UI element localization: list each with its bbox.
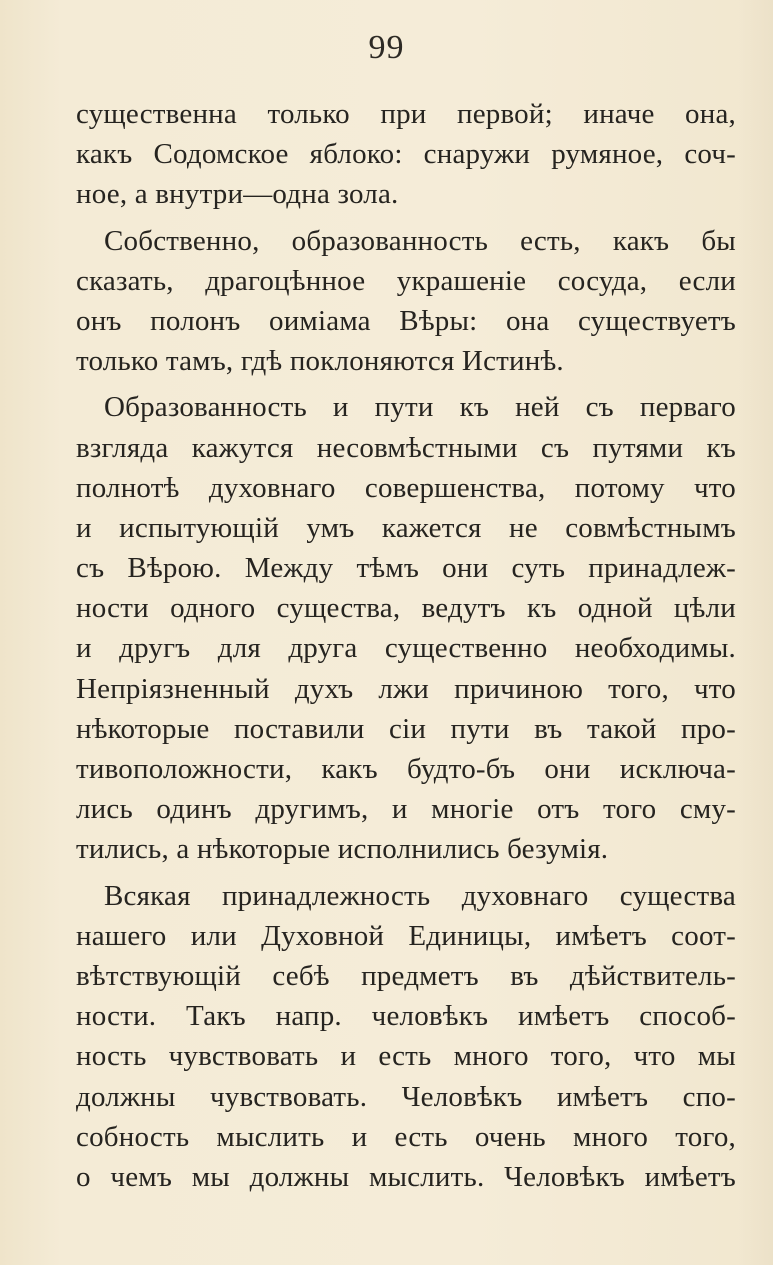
text-line: Собственно, образованность есть, какъ бы xyxy=(104,224,736,257)
text-line: только тамъ, гдѣ поклоняются Истинѣ. xyxy=(76,345,564,378)
text-line: сказать, драгоцѣнное украшеніе сосуда, если xyxy=(76,264,736,297)
text-line: съ Вѣрою. Между тѣмъ они суть принадлеж- xyxy=(76,552,736,585)
page-edge-shadow xyxy=(739,0,773,1265)
text-line: должны чувствовать. Человѣкъ имѣетъ спо- xyxy=(76,1080,736,1113)
text-line: ности одного существа, ведутъ къ одной цѣли xyxy=(76,592,736,625)
text-line: онъ полонъ оиміама Вѣры: она существуетъ xyxy=(76,304,736,337)
text-line: нѣкоторые поставили сіи пути въ такой про- xyxy=(76,712,736,745)
body-text xyxy=(76,94,736,1197)
text-line: Образованность и пути къ ней съ перваго xyxy=(104,391,736,424)
text-line: Всякая принадлежность духовнаго существа xyxy=(104,879,736,912)
text-line: собность мыслить и есть очень много того, xyxy=(76,1120,736,1153)
text-line: какъ Содомское яблоко: снаружи румяное, соч- xyxy=(76,138,736,171)
text-line: ное, а внутри—одна зола. xyxy=(76,178,399,211)
text-line: взгляда кажутся несовмѣстными съ путями къ xyxy=(76,431,736,464)
text-line: нашего или Духовной Единицы, имѣетъ соот- xyxy=(76,919,736,952)
text-line: ности. Такъ напр. человѣкъ имѣетъ способ- xyxy=(76,1000,736,1033)
text-line: и испытующій умъ кажется не совмѣстнымъ xyxy=(76,511,736,544)
text-line: лись одинъ другимъ, и многіе отъ того сму- xyxy=(76,793,736,826)
text-line: существенна только при первой; иначе она, xyxy=(76,98,736,130)
text-line: полнотѣ духовнаго совершенства, потому что xyxy=(76,471,736,504)
text-line: вѣтствующій себѣ предметъ въ дѣйствитель- xyxy=(76,959,736,992)
text-line: и другъ для друга существенно необходимы. xyxy=(76,632,736,665)
text-line: ность чувствовать и есть много того, что мы xyxy=(76,1040,736,1073)
text-line: о чемъ мы должны мыслить. Человѣкъ имѣетъ xyxy=(76,1160,736,1193)
page-number: 99 xyxy=(368,29,405,66)
text-line: тивоположности, какъ будто-бъ они исключа- xyxy=(76,753,736,785)
text-line: тились, а нѣкоторые исполнились безумія. xyxy=(76,833,609,866)
text-line: Непріязненный духъ лжи причиною того, что xyxy=(76,672,736,705)
